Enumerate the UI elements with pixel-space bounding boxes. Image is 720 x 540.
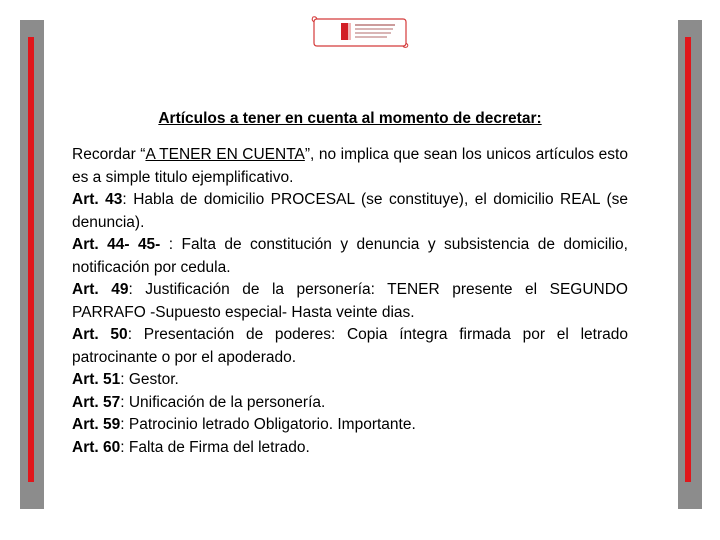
article-text: : Justificación de la personería: TENER presente el SEGUNDO PARRAFO -Supuesto especial- Hasta veinte dias. — [72, 281, 628, 321]
article-text: : Presentación de poderes: Copia íntegra firmada por el letrado patrocinante o por el apoderado. — [72, 326, 628, 366]
article-text: : Falta de Firma del letrado. — [120, 438, 310, 456]
left-decorative-bar — [20, 20, 44, 509]
article-text: : Unificación de la personería. — [120, 393, 326, 411]
article-text: : Falta de constitución y denuncia y subsistencia de domicilio, notificación por cedula. — [72, 236, 628, 276]
article-label: Art. 59 — [72, 416, 121, 433]
article-item — [72, 414, 628, 437]
article-label: Art. 51 — [72, 371, 121, 388]
article-item — [72, 279, 628, 324]
article-item — [72, 437, 628, 460]
institution-scroll-logo — [311, 15, 409, 48]
page-title: Artículos a tener en cuenta al momento de decretar: — [158, 110, 542, 127]
right-decorative-bar — [678, 20, 702, 509]
article-text: : Patrocinio letrado Obligatorio. Importante. — [120, 416, 416, 433]
document-content — [72, 108, 628, 459]
article-label: Art. 44- 45- — [72, 236, 161, 253]
intro-suffix: ”, no implica que sean los unicos artículos esto es a simple titulo ejemplificativo. — [72, 146, 628, 186]
article-list — [72, 144, 628, 459]
article-label: Art. 57 — [72, 393, 121, 411]
intro-prefix: Recordar “ — [72, 146, 146, 163]
article-label: Art. 50 — [72, 326, 128, 343]
left-red-stripe — [28, 37, 34, 482]
article-item — [72, 392, 628, 415]
article-label: Art. 60 — [72, 438, 121, 456]
article-text: : Habla de domicilio PROCESAL (se constituye), el domicilio REAL (se denuncia). — [72, 191, 628, 231]
article-label: Art. 43 — [72, 191, 123, 208]
intro-paragraph — [72, 144, 628, 189]
article-item — [72, 189, 628, 234]
intro-emphasis: A TENER EN CUENTA — [145, 146, 305, 163]
article-item — [72, 324, 628, 369]
right-red-stripe — [685, 37, 691, 482]
article-label: Art. 49 — [72, 281, 129, 298]
article-item — [72, 234, 628, 279]
article-text: : Gestor. — [120, 371, 179, 388]
article-item — [72, 369, 628, 392]
